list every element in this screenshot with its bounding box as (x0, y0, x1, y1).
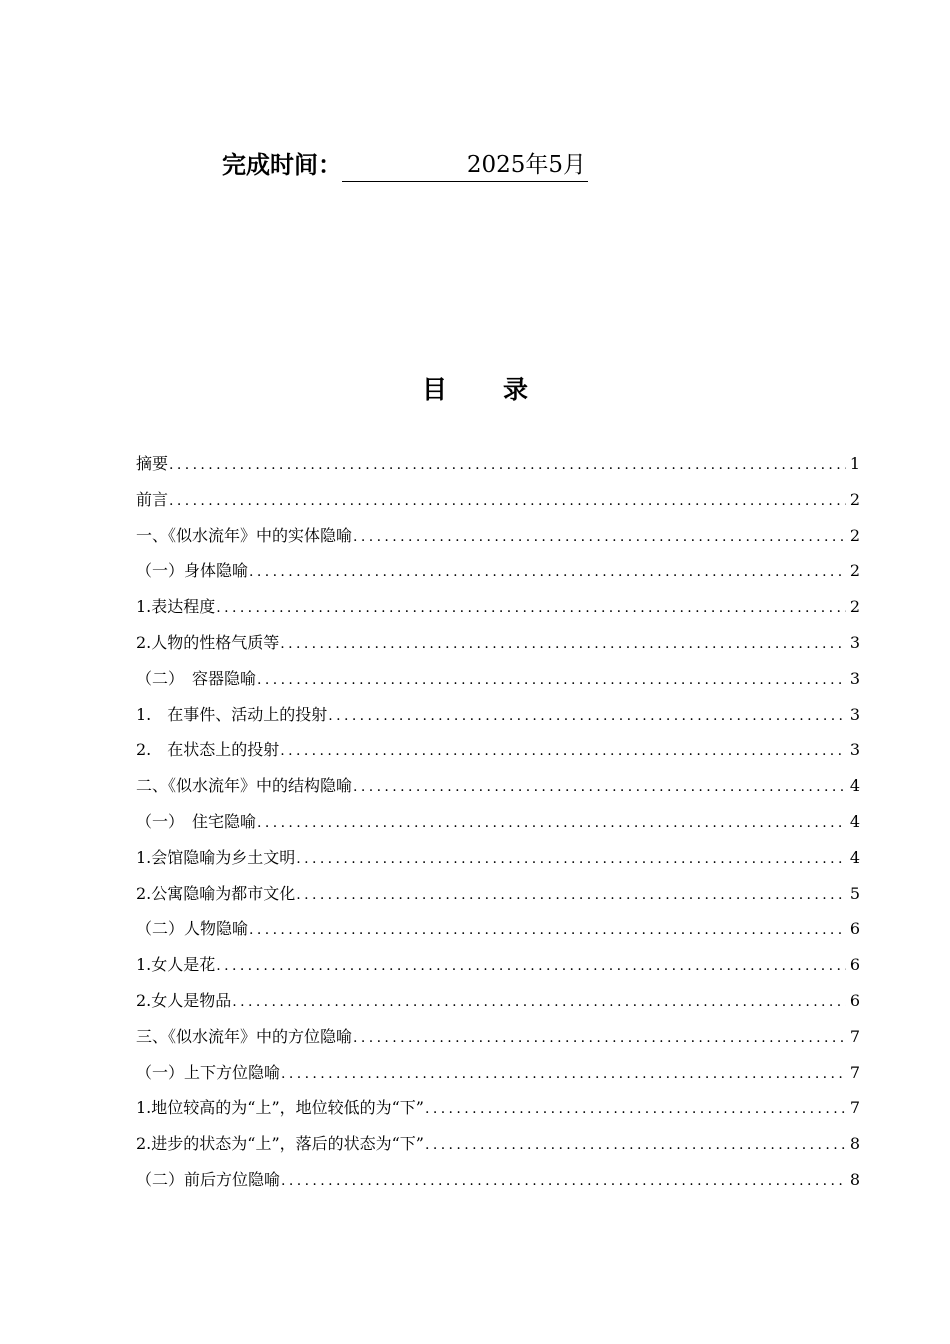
toc-entry-text: （一）上下方位隐喻 (136, 1062, 281, 1082)
toc-leader-dots (353, 520, 846, 556)
toc-entry-text: （二）人物隐喻 (136, 919, 249, 939)
toc-leader-dots (216, 949, 846, 985)
toc-leader-dots (296, 878, 846, 914)
toc-entry-text: 前言 (136, 489, 169, 509)
toc-entry-page: 3 (849, 668, 860, 688)
toc-entry-page: 8 (849, 1169, 860, 1189)
toc-entry-page: 2 (849, 525, 860, 545)
toc-entry-page: 8 (849, 1134, 860, 1154)
toc-entry-text: 2.人物的性格气质等 (136, 632, 280, 652)
toc-leader-dots (169, 448, 846, 484)
toc-title: 目录 (421, 375, 584, 404)
completion-time-label: 完成时间： (222, 151, 342, 179)
toc-entry[interactable] (136, 876, 860, 912)
toc-entry-page: 3 (849, 740, 860, 760)
toc-entry[interactable] (136, 446, 860, 482)
toc-entry-text: 二、《似水流年》中的结构隐喻 (136, 776, 353, 796)
toc-entry[interactable] (136, 840, 860, 876)
toc-entry[interactable] (136, 732, 860, 768)
toc-entry-page: 1 (849, 454, 860, 473)
toc-entry-text: （二）前后方位隐喻 (136, 1169, 281, 1189)
toc-leader-dots (353, 770, 846, 806)
toc-leader-dots (232, 985, 846, 1021)
toc-entry-text: 1.会馆隐喻为乡土文明 (136, 847, 296, 867)
toc-leader-dots (281, 1164, 846, 1200)
toc-entry[interactable] (136, 661, 860, 697)
toc-leader-dots (169, 484, 846, 520)
toc-entry-text: （一） 住宅隐喻 (136, 811, 257, 831)
toc-entry[interactable] (136, 1055, 860, 1091)
toc-entry-page: 4 (849, 811, 860, 831)
toc-entry[interactable] (136, 1019, 860, 1055)
toc-leader-dots (425, 1092, 846, 1128)
toc-entry-text: 一、《似水流年》中的实体隐喻 (136, 525, 353, 545)
toc-entry-text: （一）身体隐喻 (136, 561, 249, 581)
toc-leader-dots (216, 591, 846, 627)
table-of-contents (136, 446, 860, 1198)
toc-entry[interactable] (136, 1090, 860, 1126)
toc-entry-page: 3 (849, 632, 860, 652)
toc-leader-dots (280, 734, 846, 770)
toc-entry[interactable] (136, 1126, 860, 1162)
completion-time-value: 2025年5月 (342, 149, 588, 182)
toc-leader-dots (257, 663, 846, 699)
toc-entry-text: 摘要 (136, 454, 169, 473)
toc-entry[interactable] (136, 589, 860, 625)
toc-entry[interactable] (136, 518, 860, 554)
toc-entry[interactable] (136, 768, 860, 804)
toc-entry-page: 4 (849, 776, 860, 796)
toc-entry-text: 2.公寓隐喻为都市文化 (136, 883, 296, 903)
toc-entry-text: 2.进步的状态为“上”，落后的状态为“下” (136, 1134, 424, 1154)
toc-entry-page: 6 (849, 919, 860, 939)
toc-leader-dots (296, 842, 846, 878)
toc-entry[interactable] (136, 1162, 860, 1198)
toc-entry[interactable] (136, 553, 860, 589)
toc-entry-text: 1.表达程度 (136, 597, 216, 617)
toc-entry-page: 6 (849, 990, 860, 1010)
toc-entry[interactable] (136, 947, 860, 983)
toc-entry-page: 7 (849, 1098, 860, 1118)
toc-entry-page: 3 (849, 704, 860, 724)
toc-entry-text: 1.地位较高的为“上”，地位较低的为“下” (136, 1098, 424, 1118)
toc-leader-dots (328, 699, 846, 735)
toc-leader-dots (249, 913, 846, 949)
toc-leader-dots (425, 1128, 846, 1164)
toc-leader-dots (257, 806, 846, 842)
toc-entry-text: 2. 在状态上的投射 (136, 740, 280, 760)
toc-entry-page: 2 (849, 597, 860, 617)
toc-leader-dots (249, 555, 846, 591)
toc-entry-page: 2 (849, 489, 860, 509)
toc-entry-page: 5 (849, 883, 860, 903)
toc-entry-page: 6 (849, 955, 860, 975)
toc-entry-text: （二） 容器隐喻 (136, 668, 257, 688)
toc-leader-dots (353, 1021, 846, 1057)
toc-entry[interactable] (136, 804, 860, 840)
toc-entry[interactable] (136, 911, 860, 947)
toc-leader-dots (280, 627, 846, 663)
toc-leader-dots (281, 1057, 846, 1093)
toc-entry-page: 4 (849, 847, 860, 867)
toc-entry-page: 7 (849, 1062, 860, 1082)
toc-entry-page: 2 (849, 561, 860, 581)
toc-entry[interactable] (136, 983, 860, 1019)
toc-entry[interactable] (136, 697, 860, 733)
toc-entry-text: 1.女人是花 (136, 955, 216, 975)
completion-time (222, 146, 588, 182)
toc-entry-text: 2.女人是物品 (136, 990, 232, 1010)
toc-entry-text: 三、《似水流年》中的方位隐喻 (136, 1026, 353, 1046)
toc-entry[interactable] (136, 482, 860, 518)
toc-entry[interactable] (136, 625, 860, 661)
toc-entry-text: 1. 在事件、活动上的投射 (136, 704, 328, 724)
toc-entry-page: 7 (849, 1026, 860, 1046)
